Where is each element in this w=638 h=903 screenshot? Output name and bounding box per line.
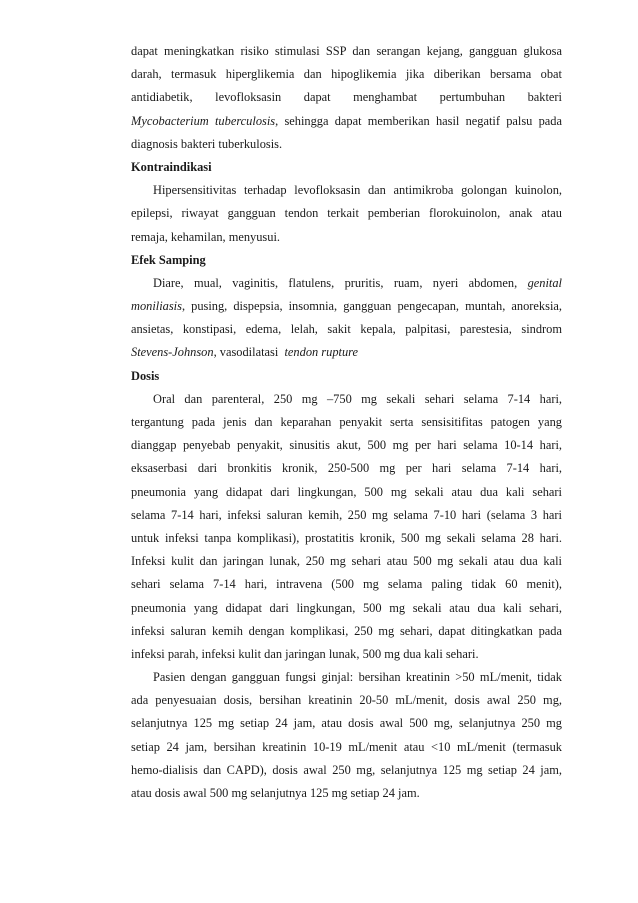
intro-line-text: , sehingga dapat memberikan hasil negatif palsu pada: [275, 113, 562, 128]
dosis-line: infeksi parah, infeksi kulit dan jaringan lunak, 500 mg dua kali sehari.: [131, 646, 479, 661]
dosis-line: selama 7-14 hari, infeksi saluran kemih, 250 mg selama 7-10 hari (selama 3 hari: [131, 507, 562, 522]
intro-line: diagnosis bakteri tuberkulosis.: [131, 136, 283, 151]
section-heading-efek-samping: Efek Samping: [131, 252, 206, 267]
kontraindikasi-line: Hipersensitivitas terhadap levofloksasin dan antimikroba golongan kuinolon,: [153, 183, 562, 198]
kontraindikasi-line: remaja, kehamilan, menyusui.: [131, 229, 280, 244]
species-name: Mycobacterium tuberculosis: [131, 113, 276, 128]
dosis-renal-line: selanjutnya 125 mg setiap 24 jam, atau dosis awal 500 mg, selanjutnya 250 mg: [131, 716, 562, 731]
efek-italic: Stevens-Johnson: [131, 345, 214, 360]
efek-line-text: , vasodilatasi: [213, 345, 279, 360]
dosis-line: sehari selama 7-14 hari, intravena (500 mg selama paling tidak 60 menit),: [131, 577, 562, 592]
dosis-renal-line: ada penyesuaian dosis, bersihan kreatinin 20-50 mL/menit, dosis awal 250 mg,: [131, 693, 562, 708]
dosis-line: pneumonia yang didapat dari lingkungan, 500 mg sekali atau dua kali sehari,: [131, 600, 562, 615]
efek-line: [131, 341, 562, 364]
dosis-line: infeksi saluran kemih dengan komplikasi, 250 mg sehari, dapat ditingkatkan pada: [131, 623, 562, 638]
intro-line: darah, termasuk hiperglikemia dan hipoglikemia jika diberikan bersama obat: [131, 67, 562, 82]
dosis-line: tergantung pada jenis dan keparahan penyakit serta sensisitifitas patogen yang: [131, 415, 562, 429]
dosis-renal-line: atau dosis awal 500 mg selanjutnya 125 mg setiap 24 jam.: [131, 786, 420, 800]
dosis-line: untuk infeksi tanpa komplikasi), prostatitis kronik, 500 mg sekali selama 28 hari.: [131, 530, 562, 545]
dosis-line: Oral dan parenteral, 250 mg –750 mg sekali sehari selama 7-14 hari,: [153, 391, 562, 406]
dosis-line: dianggap penyebab penyakit, sinusitis akut, 500 mg per hari selama 10-14 hari,: [131, 438, 562, 453]
section-heading-kontraindikasi: Kontraindikasi: [131, 159, 212, 174]
efek-line: [131, 272, 562, 295]
efek-italic: moniliasis: [131, 299, 182, 314]
section-heading-dosis: Dosis: [131, 368, 160, 383]
intro-line: dapat meningkatkan risiko stimulasi SSP dan serangan kejang, gangguan glukosa: [131, 44, 562, 58]
dosis-line: pneumonia yang didapat dari lingkungan, 500 mg sekali atau dua kali sehari: [131, 484, 562, 499]
dosis-line: eksaserbasi dari bronkitis kronik, 250-500 mg per hari selama 7-14 hari,: [131, 461, 562, 476]
dosis-renal-line: hemo-dialisis dan CAPD), dosis awal 250 mg, selanjutnya 125 mg setiap 24 jam,: [131, 762, 562, 777]
intro-line: [131, 110, 562, 133]
efek-line: [131, 295, 562, 318]
dosis-renal-line: Pasien dengan gangguan fungsi ginjal: bersihan kreatinin >50 mL/menit, tidak: [153, 670, 562, 685]
document-body: [131, 40, 562, 805]
efek-italic: genital: [527, 275, 562, 290]
efek-line-text: , pusing, dispepsia, insomnia, gangguan pengecapan, muntah, anoreksia,: [181, 299, 562, 314]
intro-line: antidiabetik, levofloksasin dapat menghambat pertumbuhan bakteri: [131, 90, 562, 105]
efek-line: ansietas, konstipasi, edema, lelah, sakit kepala, palpitasi, parestesia, sindrom: [131, 322, 562, 337]
efek-line-text: Diare, mual, vaginitis, flatulens, pruritis, ruam, nyeri abdomen,: [153, 275, 518, 290]
dosis-line: Infeksi kulit dan jaringan lunak, 250 mg sehari atau 500 mg sekali atau dua kali: [131, 554, 562, 569]
efek-italic: tendon rupture: [284, 345, 359, 360]
kontraindikasi-line: epilepsi, riwayat gangguan tendon terkait pemberian florokuinolon, anak atau: [131, 206, 562, 221]
dosis-renal-line: setiap 24 jam, bersihan kreatinin 10-19 mL/menit atau <10 mL/menit (termasuk: [131, 739, 562, 754]
